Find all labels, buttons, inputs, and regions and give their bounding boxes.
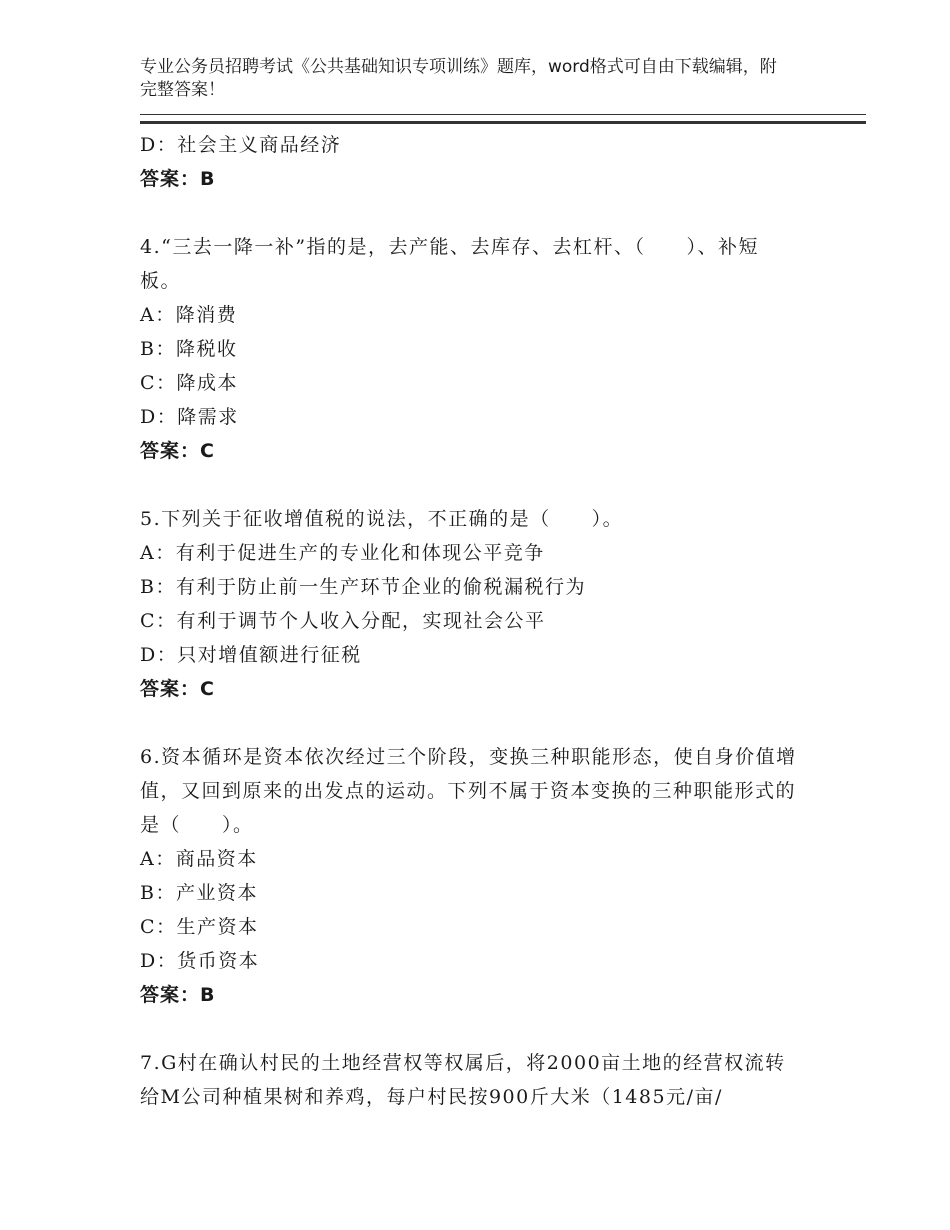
question-stem: 6.资本循环是资本依次经过三个阶段，变换三种职能形态，使自身价值增值，又回到原来的出发点的运动。下列不属于资本变换的三种职能形式的是（ ）。 — [140, 746, 797, 836]
document-page — [140, 56, 868, 1114]
option-d: D：货币资本 — [140, 950, 260, 972]
option-c: C：生产资本 — [140, 916, 259, 938]
option-d: D：降需求 — [140, 406, 239, 428]
option-b: B：产业资本 — [140, 882, 258, 904]
answer-label: 答案：C — [140, 678, 215, 700]
option-c: C：有利于调节个人收入分配，实现社会公平 — [140, 610, 546, 632]
question-4 — [140, 230, 868, 468]
answer-label: 答案：B — [140, 984, 216, 1006]
option-d: D：社会主义商品经济 — [140, 134, 342, 156]
question-stem: 5.下列关于征收增值税的说法，不正确的是（ ）。 — [140, 508, 624, 530]
page-header-text: 专业公务员招聘考试《公共基础知识专项训练》题库，word格式可自由下载编辑，附完整答案！ — [140, 57, 777, 100]
question-stem: 4.“三去一降一补”指的是，去产能、去库存、去杠杆、（ ）、补短板。 — [140, 236, 760, 292]
question-stem: 7.G村在确认村民的土地经营权等权属后，将2000亩土地的经营权流转给M公司种植果树和养鸡，每户村民按900斤大米（1485元/亩/ — [140, 1052, 786, 1108]
option-b: B：有利于防止前一生产环节企业的偷税漏税行为 — [140, 576, 586, 598]
header-rule — [140, 114, 866, 124]
question-5 — [140, 502, 868, 706]
option-a: A：降消费 — [140, 304, 238, 326]
option-a: A：有利于促进生产的专业化和体现公平竞争 — [140, 542, 545, 564]
option-a: A：商品资本 — [140, 848, 258, 870]
question-6 — [140, 740, 868, 1012]
option-c: C：降成本 — [140, 372, 239, 394]
carryover-block — [140, 128, 868, 196]
question-7 — [140, 1046, 868, 1114]
answer-label: 答案：C — [140, 440, 215, 462]
option-b: B：降税收 — [140, 338, 238, 360]
option-d: D：只对增值额进行征税 — [140, 644, 362, 666]
answer-label: 答案：B — [140, 168, 216, 190]
